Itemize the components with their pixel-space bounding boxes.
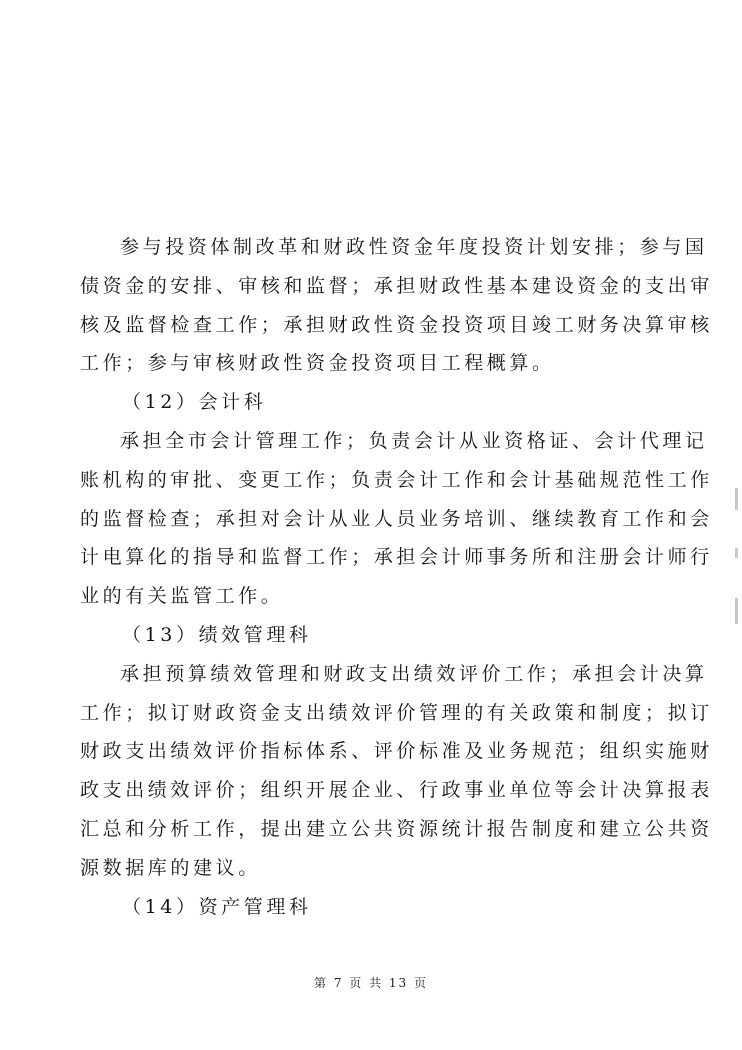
text-line: 承担全市会计管理工作；负责会计从业资格证、会计代理记 (120, 429, 708, 452)
paragraph (80, 422, 713, 616)
section-heading-text: （14）资产管理科 (122, 895, 312, 918)
scan-artifact (735, 488, 738, 510)
text-line: 业的有关监管工作。 (80, 585, 284, 608)
section-heading (80, 616, 662, 655)
text-line: 汇总和分析工作，提出建立公共资源统计报告制度和建立公共资 (80, 817, 713, 840)
text-line: 工作；拟订财政资金支出绩效评价管理的有关政策和制度；拟订 (80, 701, 713, 724)
page-number-footer: 第 7 页 共 13 页 (314, 976, 428, 990)
text-line: 计电算化的指导和监督工作；承担会计师事务所和注册会计师行 (80, 546, 713, 569)
section-heading (80, 383, 662, 422)
scan-artifact (735, 598, 738, 624)
scan-artifact (735, 548, 738, 558)
section-heading (80, 888, 662, 927)
text-line: 核及监督检查工作；承担财政性资金投资项目竣工财务决算审核 (80, 313, 713, 336)
text-line: 债资金的安排、审核和监督；承担财政性基本建设资金的支出审 (80, 274, 713, 297)
text-line: 账机构的审批、变更工作；负责会计工作和会计基础规范性工作 (80, 468, 713, 491)
section-heading-text: （13）绩效管理科 (122, 623, 312, 646)
text-line: 的监督检查；承担对会计从业人员业务培训、继续教育工作和会 (80, 507, 713, 530)
text-line: 财政支出绩效评价指标体系、评价标准及业务规范；组织实施财 (80, 740, 713, 763)
text-line: 承担预算绩效管理和财政支出绩效评价工作；承担会计决算 (120, 662, 708, 685)
paragraph (80, 228, 713, 383)
section-heading-text: （12）会计科 (122, 391, 267, 414)
text-line: 工作；参与审核财政性资金投资项目工程概算。 (80, 352, 555, 375)
text-line: 政支出绩效评价；组织开展企业、行政事业单位等会计决算报表 (80, 779, 713, 802)
text-line: 源数据库的建议。 (80, 856, 261, 879)
text-line: 参与投资体制改革和财政性资金年度投资计划安排；参与国 (120, 236, 708, 258)
document-body (80, 228, 713, 926)
paragraph (80, 655, 713, 888)
